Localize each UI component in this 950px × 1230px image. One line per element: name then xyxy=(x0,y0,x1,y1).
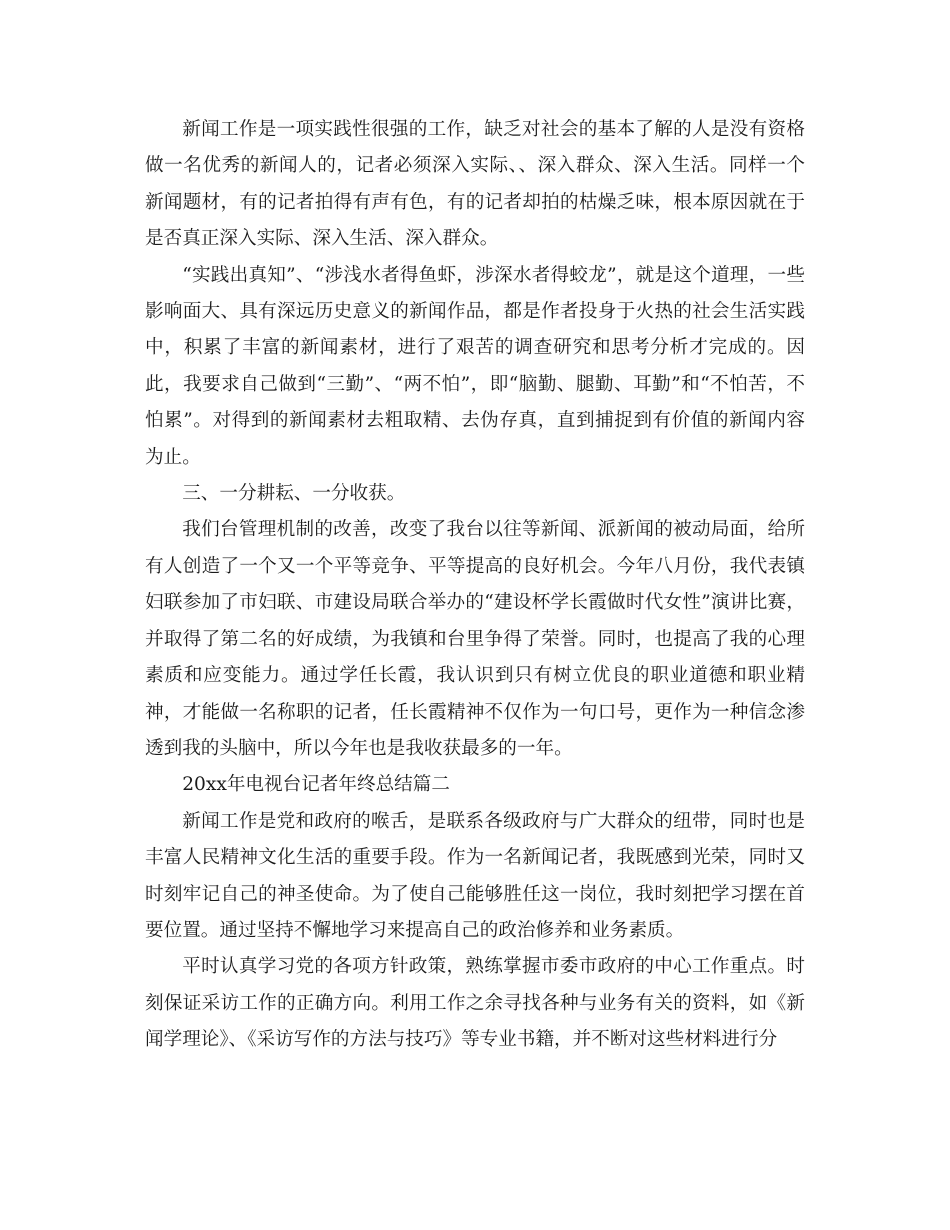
paragraph-management-reform: 我们台管理机制的改善，改变了我台以往等新闻、派新闻的被动局面，给所有人创造了一个又一个平等竞争、平等提高的良好机会。今年八月份，我代表镇妇联参加了市妇联、市建设局联合举办的“建设杯学长霞做时代女性”演讲比赛，并取得了第二名的好成绩，为我镇和台里争得了荣誉。同时，也提高了我的心理素质和应变能力。通过学任长霞，我认识到只有树立优良的职业道德和职业精神，才能做一名称职的记者，任长霞精神不仅作为一句口号，更作为一种信念渗透到我的头脑中，所以今年也是我收获最多的一年。 xyxy=(145,519,805,759)
paragraph-study-policy: 平时认真学习党的各项方针政策，熟练掌握市委市政府的中心工作重点。时刻保证采访工作的正确方向。利用工作之余寻找各种与业务有关的资料，如《新闻学理论》、《采访写作的方法与技巧》等专业书籍，并不断对这些材料进行分 xyxy=(145,956,805,1051)
paragraph-truth-from-practice: “实践出真知”、“涉浅水者得鱼虾，涉深水者得蛟龙”，就是这个道理，一些影响面大、具有深远历史意义的新闻作品，都是作者投身于火热的社会生活实践中，积累了丰富的新闻素材，进行了艰苦的调查研究和思考分析才完成的。因此，我要求自己做到“三勤”、“两不怕”，即“脑勤、腿勤、耳勤”和“不怕苦，不怕累”。对得到的新闻素材去粗取精、去伪存真，直到捕捉到有价值的新闻内容为止。 xyxy=(145,264,805,468)
paragraph-practice: 新闻工作是一项实践性很强的工作，缺乏对社会的基本了解的人是没有资格做一名优秀的新闻人的，记者必须深入实际、、深入群众、深入生活。同样一个新闻题材，有的记者拍得有声有色，有的记者却拍的枯燥乏味，根本原因就在于是否真正深入实际、深入生活、深入群众。 xyxy=(145,119,805,250)
section-heading-part-two: 20xx年电视台记者年终总结篇二 xyxy=(182,774,450,796)
section-heading-harvest: 三、一分耕耘、一分收获。 xyxy=(182,483,406,505)
paragraph-mouthpiece: 新闻工作是党和政府的喉舌，是联系各级政府与广大群众的纽带，同时也是丰富人民精神文化生活的重要手段。作为一名新闻记者，我既感到光荣，同时又时刻牢记自己的神圣使命。为了使自己能够胜任这一岗位，我时刻把学习摆在首要位置。通过坚持不懈地学习来提高自己的政治修养和业务素质。 xyxy=(145,810,805,941)
document-body xyxy=(145,112,805,1059)
